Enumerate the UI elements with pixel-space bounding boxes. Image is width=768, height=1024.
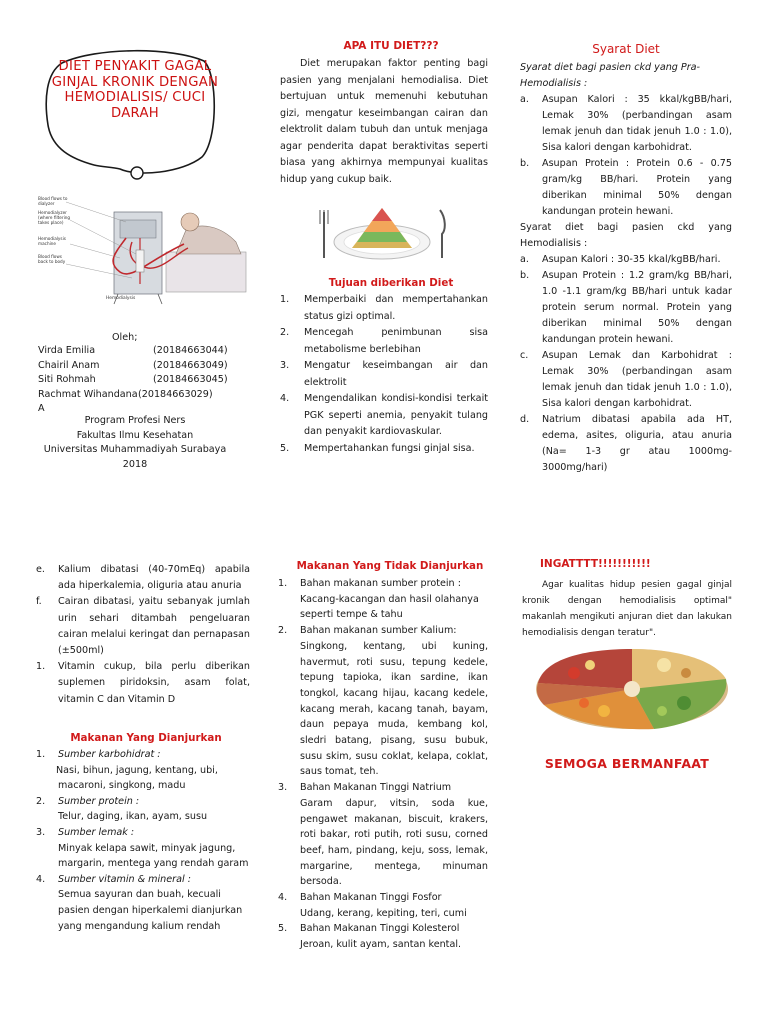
- dianjurkan-item: 2. Sumber protein : Telur, daging, ikan, ayam, susu: [36, 795, 208, 823]
- hd-intro: Syarat diet bagi pasien ckd yang Hemodialisis :: [520, 222, 732, 249]
- food-plate-image: [534, 645, 730, 731]
- program-name: Program Profesi Ners: [84, 415, 186, 426]
- dianjurkan-item: 3. Sumber lemak : Minyak kelapa sawit, minyak jagung, margarin, mentega yang rendah garam: [36, 826, 249, 870]
- closing-message: SEMOGA BERMANFAAT: [544, 756, 710, 771]
- tujuan-heading: Tujuan diberikan Diet: [328, 277, 454, 289]
- member-row: Chairil Anam (20184663049): [38, 359, 228, 371]
- apa-itu-diet-heading: APA ITU DIET???: [343, 40, 439, 52]
- pra-item: a. Asupan Kalori : 35 kkal/kgBB/hari, Lemak 30% (perbandingan asam lemak jenuh dan tidak jenuh 1.0 : 1.0), Sisa kalori dengan karbohidrat.: [520, 94, 732, 153]
- hemodialysis-illustration: [36, 192, 248, 310]
- hd-list: [520, 252, 732, 476]
- label-blood-to-dialyzer: Blood flows to dialyzer: [38, 196, 68, 206]
- pra-item: b. Asupan Protein : Protein 0.6 - 0.75 gram/kg BB/hari. Protein yang diberikan minimal 50% dengan kandungan protein hewani.: [520, 158, 732, 217]
- oleh-label: Oleh;: [112, 332, 138, 343]
- tidak-dianjurkan-heading: Makanan Yang Tidak Dianjurkan: [296, 560, 484, 572]
- tidak-dianjurkan-item: 2. Bahan makanan sumber Kalium: Singkong, kentang, ubi kuning, havermut, roti susu, tepung kedele, tepung tapioka, ikan sardine, ikan tongkol, kacang hijau, kacang kedele, kacang merah, kacang tanah, bayam, daun pepaya muda, kembang kol, sledri batang, pisang, susu bubuk, susu skim, susu coklat, kelapa, coklat, saus tomat, teh.: [278, 625, 488, 778]
- pra-intro: Syarat diet bagi pasien ckd yang Pra-Hemodialisis :: [520, 62, 701, 89]
- tujuan-item: 2. Mencegah penimbunan sisa metabolisme berlebihan: [280, 327, 488, 355]
- tidak-dianjurkan-item: 4. Bahan Makanan Tinggi Fosfor Udang, kerang, kepiting, teri, cumi: [278, 892, 467, 919]
- university-name: Universitas Muhammadiyah Surabaya: [43, 444, 227, 455]
- tujuan-item: 3. Mengatur keseimbangan air dan elektrolit: [280, 360, 488, 388]
- hd-item: b. Asupan Protein : 1.2 gram/kg BB/hari, 1.0 -1.1 gram/kg BB/hari untuk kadar protein serum normal. Protein yang diberikan minimal 50% dengan kandungan protein hewani.: [520, 270, 732, 345]
- tujuan-list: [280, 292, 488, 457]
- ingat-heading: INGATTTT!!!!!!!!!!!: [540, 558, 651, 570]
- member-row: Virda Emilia (20184663044): [38, 345, 228, 356]
- tidak-dianjurkan-item: 3. Bahan Makanan Tinggi Natrium Garam dapur, vitsin, soda kue, pengawet makanan, biscuit, krakers, roti bakar, roti putih, roti susu, corned beef, ham, pindang, keju, soss, lemak, margarine, mentega, minuman bersoda.: [278, 782, 488, 888]
- hd-item: a. Asupan Kalori : 30-35 kkal/kgBB/hari.: [520, 254, 721, 265]
- dianjurkan-item: 4. Sumber vitamin & mineral : Semua sayuran dan buah, kecuali pasien dengan hiperkalemi dianjurkan yang mengandung kalium rendah: [36, 873, 243, 932]
- member-row: Rachmat Wihandana A (20184663029): [38, 388, 213, 414]
- tidak-dianjurkan-item: 1. Bahan makanan sumber protein : Kacang-kacangan dan hasil olahanya seperti tempe & tahu: [278, 578, 479, 621]
- tujuan-item: 5. Mempertahankan fungsi ginjal sisa.: [280, 442, 475, 454]
- institution-block: [30, 414, 240, 472]
- dianjurkan-list: [36, 747, 250, 934]
- diet-paragraph: Diet merupakan faktor penting bagi pasien yang menjalani hemodialisa. Diet bertujuan untuk memenuhi kebutuhan gizi, mengatur keseimbangan cairan dan elektrolit dalam tubuh dan untuk menjaga agar penderita dapat beraktivitas seperti biasa yang akhirnya mempunyai kualitas hidup yang cukup baik.: [280, 58, 488, 185]
- tujuan-item: 1. Memperbaiki dan mempertahankan status gizi optimal.: [280, 294, 488, 322]
- dianjurkan-heading: Makanan Yang Dianjurkan: [70, 732, 222, 744]
- continuation-item: f. Cairan dibatasi, yaitu sebanyak jumlah urin sehari ditambah pengeluaran cairan melalui keringat dan pernapasan (±500ml): [36, 596, 250, 657]
- label-hemodialysis: Hemodialysis: [106, 296, 136, 301]
- continuation-item: e. Kalium dibatasi (40-70mEq) apabila ada hiperkalemia, oliguria atau anuria: [36, 564, 250, 592]
- title-bubble: [42, 45, 217, 175]
- faculty-name: Fakultas Ilmu Kesehatan: [76, 429, 194, 441]
- member-row: Siti Rohmah (20184663045): [38, 374, 228, 385]
- continuation-list: [36, 562, 250, 708]
- ingat-paragraph: Agar kualitas hidup pesien gagal ginjal kronik dengan hemodialisis optimal" makanlah mengikuti anjuran diet dan lakukan hemodialisis dengan teratur".: [522, 580, 732, 638]
- label-machine: Hemodialysis machine: [38, 236, 66, 246]
- food-pyramid-plate-image: [312, 204, 454, 264]
- tidak-dianjurkan-item: 5. Bahan Makanan Tinggi Kolesterol Jeroan, kulit ayam, santan kental.: [278, 923, 462, 951]
- member-list: [38, 344, 258, 417]
- tidak-dianjurkan-list: [278, 576, 488, 953]
- pra-list: [520, 92, 732, 220]
- hd-item: d. Natrium dibatasi apabila ada HT, edema, asites, oliguria, atau anuria (Na= 1-3 gr atau 1000mg-3000mg/hari): [520, 414, 732, 473]
- year: 2018: [122, 458, 148, 470]
- tujuan-item: 4. Mengendalikan kondisi-kondisi terkait PGK seperti anemia, penyakit tulang dan penyakit kardiovaskular.: [280, 393, 488, 437]
- label-hemodialyzer: Hemodialyzer (where filtering takes place): [38, 210, 71, 225]
- dianjurkan-item: 1. Sumber karbohidrat : Nasi, bihun, jagung, kentang, ubi, macaroni, singkong, madu: [36, 749, 218, 792]
- syarat-diet-heading: Syarat Diet: [592, 42, 660, 56]
- continuation-item: 1. Vitamin cukup, bila perlu diberikan suplemen piridoksin, asam folat, vitamin C dan Vitamin D: [36, 661, 250, 705]
- hd-item: c. Asupan Lemak dan Karbohidrat : Lemak 30% (perbandingan asam lemak jenuh dan tidak jenuh 1.0 : 1.0), Sisa kalori dengan karbohidrat.: [520, 350, 732, 409]
- brochure-title: DIET PENYAKIT GAGAL GINJAL KRONIK DENGAN HEMODIALISIS/ CUCI DARAH: [51, 59, 219, 121]
- label-blood-back: Blood flows back to body: [38, 254, 66, 264]
- syarat-block: [520, 60, 732, 476]
